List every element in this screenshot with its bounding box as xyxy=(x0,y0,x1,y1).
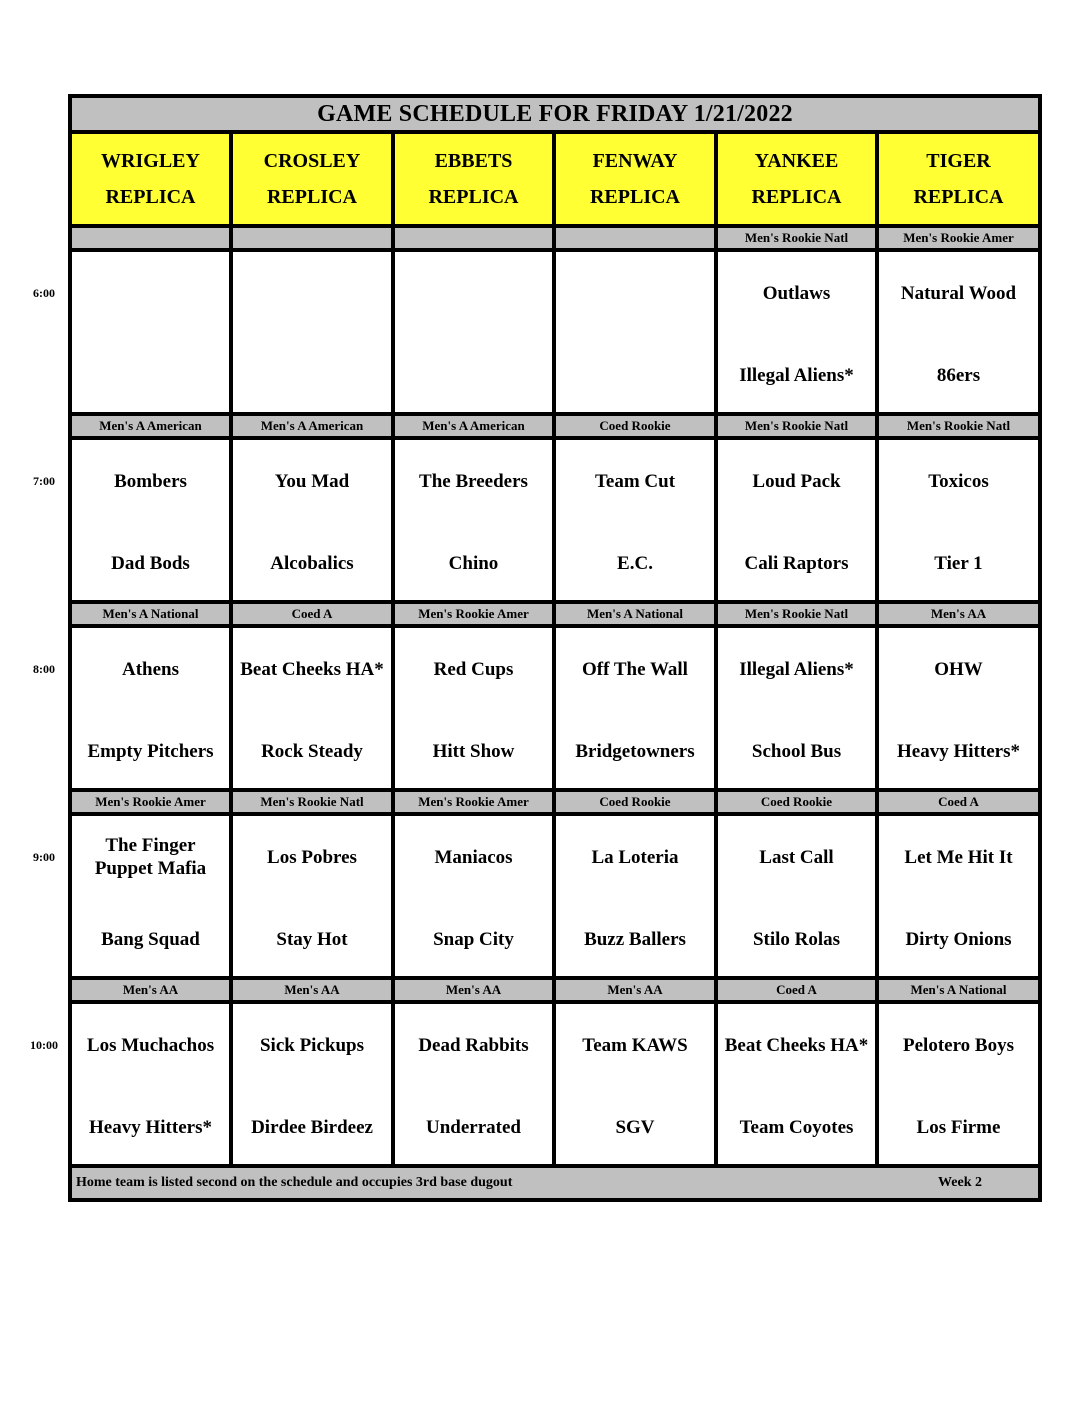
field-header-crosley xyxy=(233,134,391,224)
field-name: FENWAY xyxy=(592,150,678,172)
home-team: Team Coyotes xyxy=(739,1117,854,1138)
field-subtitle: REPLICA xyxy=(913,186,1004,208)
division-label: Coed A xyxy=(233,604,391,624)
home-team: Heavy Hitters* xyxy=(89,1117,212,1138)
home-team: Tier 1 xyxy=(934,553,983,574)
away-team: Outlaws xyxy=(762,283,831,304)
away-team: Beat Cheeks HA* xyxy=(724,1035,869,1056)
home-team: School Bus xyxy=(751,741,842,762)
home-team: Alcobalics xyxy=(270,553,354,574)
home-team: Dad Bods xyxy=(111,553,190,574)
home-team: SGV xyxy=(615,1117,655,1138)
home-team: Buzz Ballers xyxy=(584,929,686,950)
away-team: The Breeders xyxy=(419,471,528,492)
away-team: You Mad xyxy=(274,471,350,492)
game-cell xyxy=(879,252,1038,412)
field-header-fenway xyxy=(556,134,714,224)
time-label: 9:00 xyxy=(33,850,55,864)
away-team: Illegal Aliens* xyxy=(739,659,854,680)
time-label: 10:00 xyxy=(30,1038,58,1052)
game-cell xyxy=(556,816,714,976)
away-team: Dead Rabbits xyxy=(418,1035,529,1056)
schedule-footer xyxy=(72,1168,1038,1198)
field-name: WRIGLEY xyxy=(101,150,200,172)
schedule-table xyxy=(68,94,1042,1202)
game-cell xyxy=(556,1004,714,1164)
away-team: Team Cut xyxy=(594,471,676,492)
division-label: Men's Rookie Natl xyxy=(718,416,875,436)
division-label: Men's AA xyxy=(395,980,552,1000)
game-cell xyxy=(72,440,229,600)
division-label: Men's AA xyxy=(72,980,229,1000)
footer-note: Home team is listed second on the schedule and occupies 3rd base dugout xyxy=(76,1175,513,1190)
away-team: Maniacos xyxy=(434,847,513,868)
away-team: Beat Cheeks HA* xyxy=(240,659,384,680)
home-team: Chino xyxy=(448,553,499,574)
home-team: Rock Steady xyxy=(261,741,363,762)
home-team: Dirdee Birdeez xyxy=(251,1117,373,1138)
division-label: Men's Rookie Amer xyxy=(395,792,552,812)
game-cell xyxy=(718,1004,875,1164)
game-cell xyxy=(879,1004,1038,1164)
field-name: YANKEE xyxy=(754,150,839,172)
division-label xyxy=(395,228,552,248)
away-team: Team KAWS xyxy=(582,1035,688,1056)
division-label: Men's Rookie Amer xyxy=(879,228,1038,248)
home-team: Dirty Onions xyxy=(905,929,1012,950)
away-team: OHW xyxy=(934,659,983,680)
field-header-yankee xyxy=(718,134,875,224)
game-cell xyxy=(879,440,1038,600)
away-team: Let Me Hit It xyxy=(904,847,1013,868)
field-subtitle: REPLICA xyxy=(751,186,842,208)
home-team: Stay Hot xyxy=(276,929,348,950)
away-team: Los Muchachos xyxy=(86,1035,215,1056)
game-cell xyxy=(72,252,229,412)
division-label xyxy=(72,228,229,248)
away-team: Last Call xyxy=(759,847,834,868)
division-label: Men's Rookie Natl xyxy=(233,792,391,812)
schedule-title: GAME SCHEDULE FOR FRIDAY 1/21/2022 xyxy=(72,98,1038,130)
away-team: Natural Wood xyxy=(900,283,1017,304)
home-team: Bridgetowners xyxy=(575,741,695,762)
division-label: Men's Rookie Amer xyxy=(72,792,229,812)
away-team: Los Pobres xyxy=(267,847,357,868)
game-cell xyxy=(72,816,229,976)
away-team: The Finger Puppet Mafia xyxy=(94,835,207,879)
division-label: Coed Rookie xyxy=(718,792,875,812)
division-label: Men's A American xyxy=(72,416,229,436)
field-name: EBBETS xyxy=(434,150,513,172)
home-team: Cali Raptors xyxy=(744,553,849,574)
away-team: Sick Pickups xyxy=(259,1035,364,1056)
home-team: Hitt Show xyxy=(432,741,515,762)
home-team: Underrated xyxy=(426,1117,521,1138)
division-label: Men's Rookie Natl xyxy=(879,416,1038,436)
game-cell xyxy=(233,1004,391,1164)
game-cell xyxy=(556,252,714,412)
field-header-tiger xyxy=(879,134,1038,224)
field-subtitle: REPLICA xyxy=(589,186,680,208)
field-name: CROSLEY xyxy=(263,150,361,172)
game-cell xyxy=(556,628,714,788)
division-label xyxy=(233,228,391,248)
division-label: Coed A xyxy=(718,980,875,1000)
game-cell xyxy=(395,440,552,600)
away-team: Off The Wall xyxy=(582,659,688,680)
division-label: Men's A National xyxy=(72,604,229,624)
time-label: 6:00 xyxy=(33,286,55,300)
game-cell xyxy=(718,252,875,412)
game-cell xyxy=(395,816,552,976)
division-label: Men's AA xyxy=(879,604,1038,624)
game-cell xyxy=(233,440,391,600)
game-cell xyxy=(72,628,229,788)
game-cell xyxy=(395,628,552,788)
game-cell xyxy=(233,252,391,412)
division-label: Coed Rookie xyxy=(556,416,714,436)
field-subtitle: REPLICA xyxy=(266,186,357,208)
division-label: Men's A National xyxy=(556,604,714,624)
home-team: Snap City xyxy=(433,929,514,950)
division-label: Men's A American xyxy=(233,416,391,436)
field-header-wrigley xyxy=(72,134,229,224)
home-team: Stilo Rolas xyxy=(752,929,841,950)
home-team: Bang Squad xyxy=(101,929,200,950)
away-team: Toxicos xyxy=(928,471,989,492)
division-label: Men's AA xyxy=(233,980,391,1000)
home-team: Los Firme xyxy=(916,1117,1001,1138)
division-label: Men's A American xyxy=(395,416,552,436)
time-label: 7:00 xyxy=(33,474,55,488)
away-team: Bombers xyxy=(114,471,187,492)
away-team: Loud Pack xyxy=(752,471,841,492)
home-team: E.C. xyxy=(617,553,653,574)
time-label: 8:00 xyxy=(33,662,55,676)
field-name: TIGER xyxy=(926,150,991,172)
game-cell xyxy=(718,816,875,976)
away-team: Pelotero Boys xyxy=(903,1035,1014,1056)
field-subtitle: REPLICA xyxy=(105,186,196,208)
division-label: Coed Rookie xyxy=(556,792,714,812)
game-cell xyxy=(879,628,1038,788)
game-cell xyxy=(718,628,875,788)
away-team: Athens xyxy=(121,659,179,680)
division-label: Men's Rookie Natl xyxy=(718,604,875,624)
home-team: 86ers xyxy=(936,365,981,386)
home-team: Heavy Hitters* xyxy=(897,741,1020,762)
division-label: Men's Rookie Amer xyxy=(395,604,552,624)
division-label: Men's Rookie Natl xyxy=(718,228,875,248)
game-cell xyxy=(233,816,391,976)
week-label: Week 2 xyxy=(938,1175,982,1190)
game-cell xyxy=(718,440,875,600)
division-label: Men's A National xyxy=(879,980,1038,1000)
division-label: Coed A xyxy=(879,792,1038,812)
field-header-ebbets xyxy=(395,134,552,224)
home-team: Illegal Aliens* xyxy=(739,365,854,386)
game-cell xyxy=(233,628,391,788)
away-team: Red Cups xyxy=(433,659,514,680)
game-cell xyxy=(395,1004,552,1164)
away-team: La Loteria xyxy=(591,847,679,868)
game-cell xyxy=(879,816,1038,976)
division-label xyxy=(556,228,714,248)
home-team: Empty Pitchers xyxy=(87,741,214,762)
game-cell xyxy=(72,1004,229,1164)
game-cell xyxy=(395,252,552,412)
field-subtitle: REPLICA xyxy=(428,186,519,208)
game-cell xyxy=(556,440,714,600)
division-label: Men's AA xyxy=(556,980,714,1000)
